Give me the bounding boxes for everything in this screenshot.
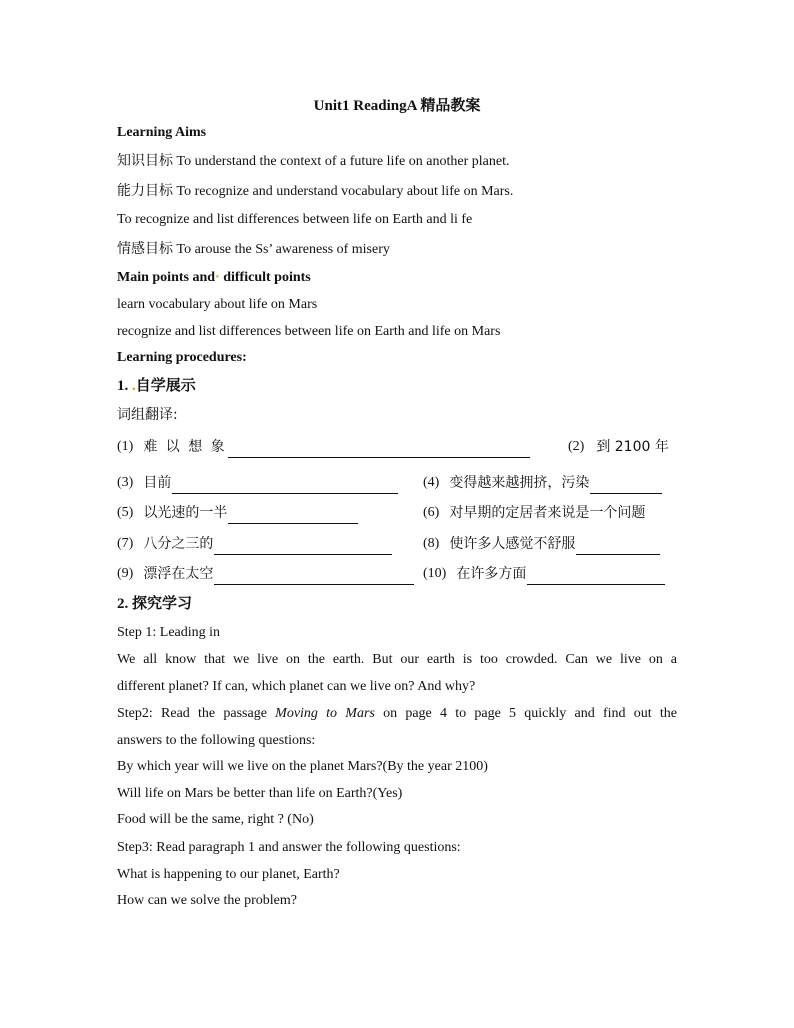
item-text: 变得越来越拥挤，污染 (449, 475, 590, 491)
translate-item-2 (568, 436, 669, 458)
item-text: 目前 (143, 475, 172, 491)
step-1-heading: Step 1: Leading in (117, 625, 221, 640)
item-number: (1) (117, 439, 134, 454)
knowledge-aim (117, 152, 677, 171)
section-1-title: 自学展示 (135, 376, 196, 394)
answer-blank[interactable] (228, 506, 358, 524)
translate-row-5 (117, 563, 677, 585)
answer-blank[interactable] (172, 476, 398, 494)
section-1-heading (117, 376, 677, 395)
answer-blank[interactable] (214, 567, 414, 585)
main-points-heading (117, 269, 677, 287)
emotion-aim-label: 情感目标 (117, 241, 173, 257)
ability-aim (117, 182, 677, 201)
item-text: 到 2100 年 (596, 439, 669, 455)
section-2-heading (117, 594, 677, 613)
translate-row-4 (117, 533, 677, 555)
learning-aims-heading: Learning Aims (117, 125, 207, 140)
main-points-heading-a: Main points and (117, 270, 216, 285)
item-text: 使许多人感觉不舒服 (449, 536, 576, 552)
section-1-number: 1. (117, 378, 129, 394)
translate-label: 词组翻译: (117, 407, 178, 423)
question-2: Will life on Mars be better than life on Earth?(Yes) (117, 786, 403, 801)
passage-title: Moving to Mars (275, 706, 375, 721)
step-2-line-1 (117, 705, 677, 723)
item-number: (7) (117, 536, 134, 551)
section-2-number: 2. (117, 596, 129, 612)
ability-aim-text: To recognize and understand vocabulary about life on Mars. (173, 184, 514, 199)
procedures-heading: Learning procedures: (117, 350, 247, 365)
knowledge-aim-label: 知识目标 (117, 153, 173, 169)
translate-item-5 (117, 502, 358, 524)
main-point-2: recognize and list differences between life on Earth and life on Mars (117, 324, 501, 339)
translate-item-9 (117, 563, 414, 585)
translate-item-8 (423, 533, 660, 555)
translate-row-2 (117, 472, 677, 494)
step-3-heading: Step3: Read paragraph 1 and answer the following questions: (117, 840, 461, 855)
item-number: (2) (568, 439, 585, 454)
translate-item-10 (423, 563, 665, 585)
main-points-heading-b: difficult points (219, 270, 311, 285)
item-text: 漂浮在太空 (143, 566, 214, 582)
translate-item-3 (117, 472, 398, 494)
page-title: Unit1 ReadingA 精品教案 (313, 98, 481, 114)
item-text: 以光速的一半 (143, 505, 228, 521)
question-1: By which year will we live on the planet Mars?(By the year 2100) (117, 759, 488, 774)
translate-item-4 (423, 472, 662, 494)
emotion-aim (117, 240, 677, 259)
step-2-line-2: answers to the following questions: (117, 733, 316, 748)
step-2-text-a: Step2: Read the passage (117, 706, 276, 721)
main-points-heading-dot: · (215, 270, 220, 285)
translate-row-3 (117, 502, 677, 524)
item-text: 在许多方面 (456, 566, 527, 582)
answer-blank[interactable] (228, 440, 530, 458)
item-number: (9) (117, 566, 134, 581)
translate-item-7 (117, 533, 392, 555)
knowledge-aim-text: To understand the context of a future life on another planet. (173, 154, 510, 169)
step-2-text-b: on page 4 to page 5 quickly and find out the (374, 706, 678, 721)
item-number: (8) (423, 536, 440, 551)
item-number: (3) (117, 475, 134, 490)
item-text: 八分之三的 (143, 536, 214, 552)
question-5: How can we solve the problem? (117, 893, 297, 908)
answer-blank[interactable] (576, 537, 660, 555)
question-3: Food will be the same, right ? (No) (117, 812, 314, 827)
item-text: 难 以 想 象 (143, 439, 227, 455)
ability-aim-2: To recognize and list differences between life on Earth and li fe (117, 212, 473, 227)
translate-item-6 (423, 502, 645, 524)
item-number: (4) (423, 475, 440, 490)
translate-row-1 (117, 436, 677, 458)
step-1-paragraph-line-2: different planet? If can, which planet can we live on? And why? (117, 679, 476, 694)
section-2-title: 探究学习 (132, 594, 193, 612)
question-4: What is happening to our planet, Earth? (117, 867, 340, 882)
item-number: (6) (423, 505, 440, 520)
translate-item-1 (117, 436, 530, 458)
item-text: 对早期的定居者来说是一个问题 (449, 505, 646, 521)
item-number: (5) (117, 505, 134, 520)
step-1-paragraph-line-1: We all know that we live on the earth. But our earth is too crowded. Can we live on a (117, 652, 677, 667)
main-point-1: learn vocabulary about life on Mars (117, 297, 318, 312)
emotion-aim-text: To arouse the Ss’ awareness of misery (173, 242, 390, 257)
answer-blank[interactable] (590, 476, 662, 494)
ability-aim-label: 能力目标 (117, 183, 173, 199)
item-number: (10) (423, 566, 447, 581)
answer-blank[interactable] (527, 567, 665, 585)
section-1-dot: . (128, 378, 136, 394)
answer-blank[interactable] (214, 537, 392, 555)
